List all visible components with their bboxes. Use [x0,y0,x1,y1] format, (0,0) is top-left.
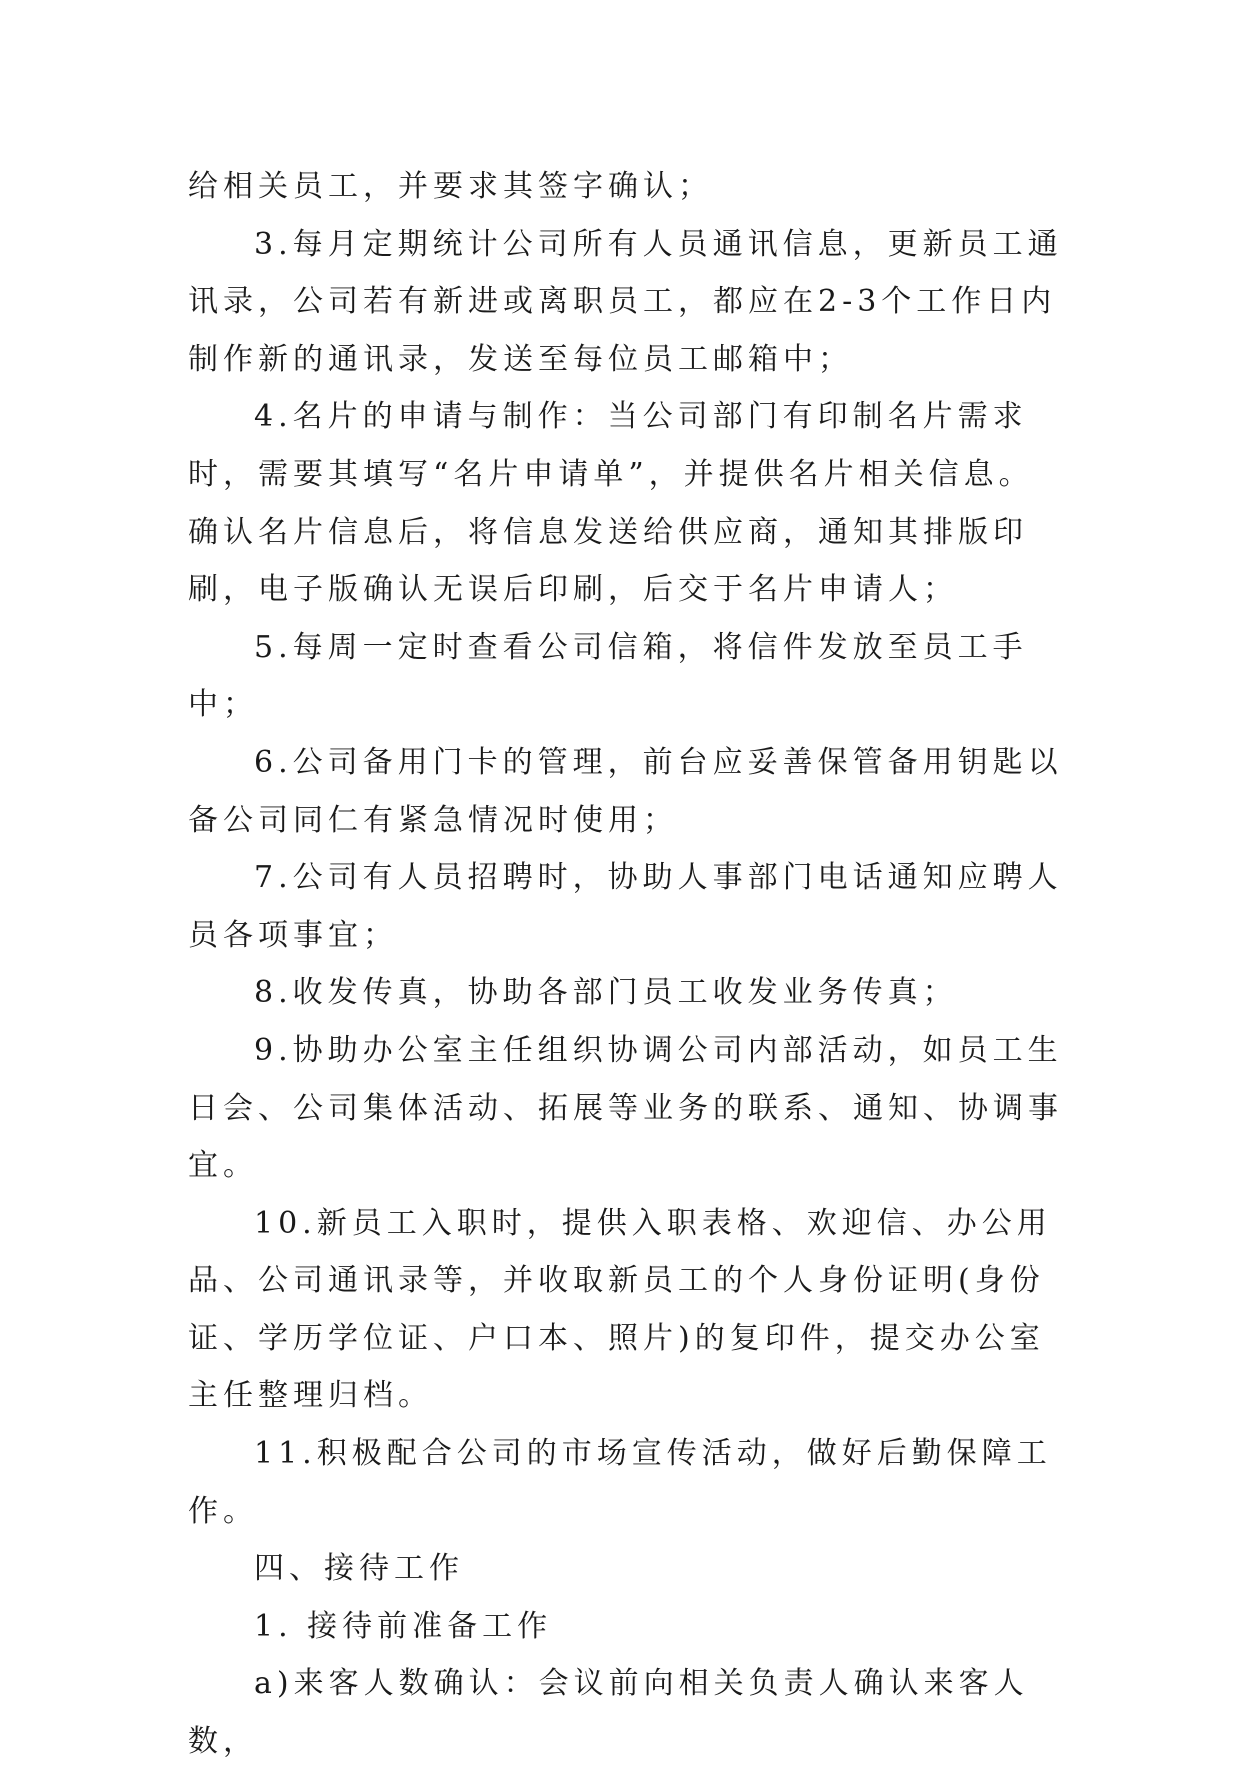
paragraph: 7.公司有人员招聘时，协助人事部门电话通知应聘人员各项事宜； [188,860,1063,953]
paragraph: 6.公司备用门卡的管理，前台应妥善保管备用钥匙以备公司同仁有紧急情况时使用； [188,744,1063,838]
paragraph: a)来客人数确认：会议前向相关负责人确认来客人数， [188,1666,1029,1760]
subsection-heading: 1. 接待前准备工作 [254,1608,553,1644]
paragraph: 8.收发传真，协助各部门员工收发业务传真； [254,975,958,1011]
section-heading: 四、接待工作 [254,1551,464,1587]
paragraph: 5.每周一定时查看公司信箱，将信件发放至员工手中； [188,629,1028,723]
paragraph: 9.协助办公室主任组织协调公司内部活动，如员工生日会、公司集体活动、拓展等业务的联系、通知、协调事宜。 [188,1032,1063,1184]
paragraph: 给相关员工，并要求其签字确认； [188,169,713,204]
paragraph: 3.每月定期统计公司所有人员通讯信息，更新员工通讯录，公司若有新进或离职员工，都应在2-3个工作日内制作新的通讯录，发送至每位员工邮箱中； [188,226,1063,377]
document-body [188,158,1068,1771]
paragraph: 10.新员工入职时，提供入职表格、欢迎信、办公用品、公司通讯录等，并收取新员工的个人身份证明(身份证、学历学位证、户口本、照片)的复印件，提交办公室主任整理归档。 [188,1205,1052,1414]
paragraph: 11.积极配合公司的市场宣传活动，做好后勤保障工作。 [188,1436,1052,1529]
paragraph: 4.名片的申请与制作：当公司部门有印制名片需求时，需要其填写“名片申请单”，并提供名片相关信息。确认名片信息后，将信息发送给供应商，通知其排版印刷，电子版确认无误后印刷，后交于名片申请人； [188,399,1034,608]
